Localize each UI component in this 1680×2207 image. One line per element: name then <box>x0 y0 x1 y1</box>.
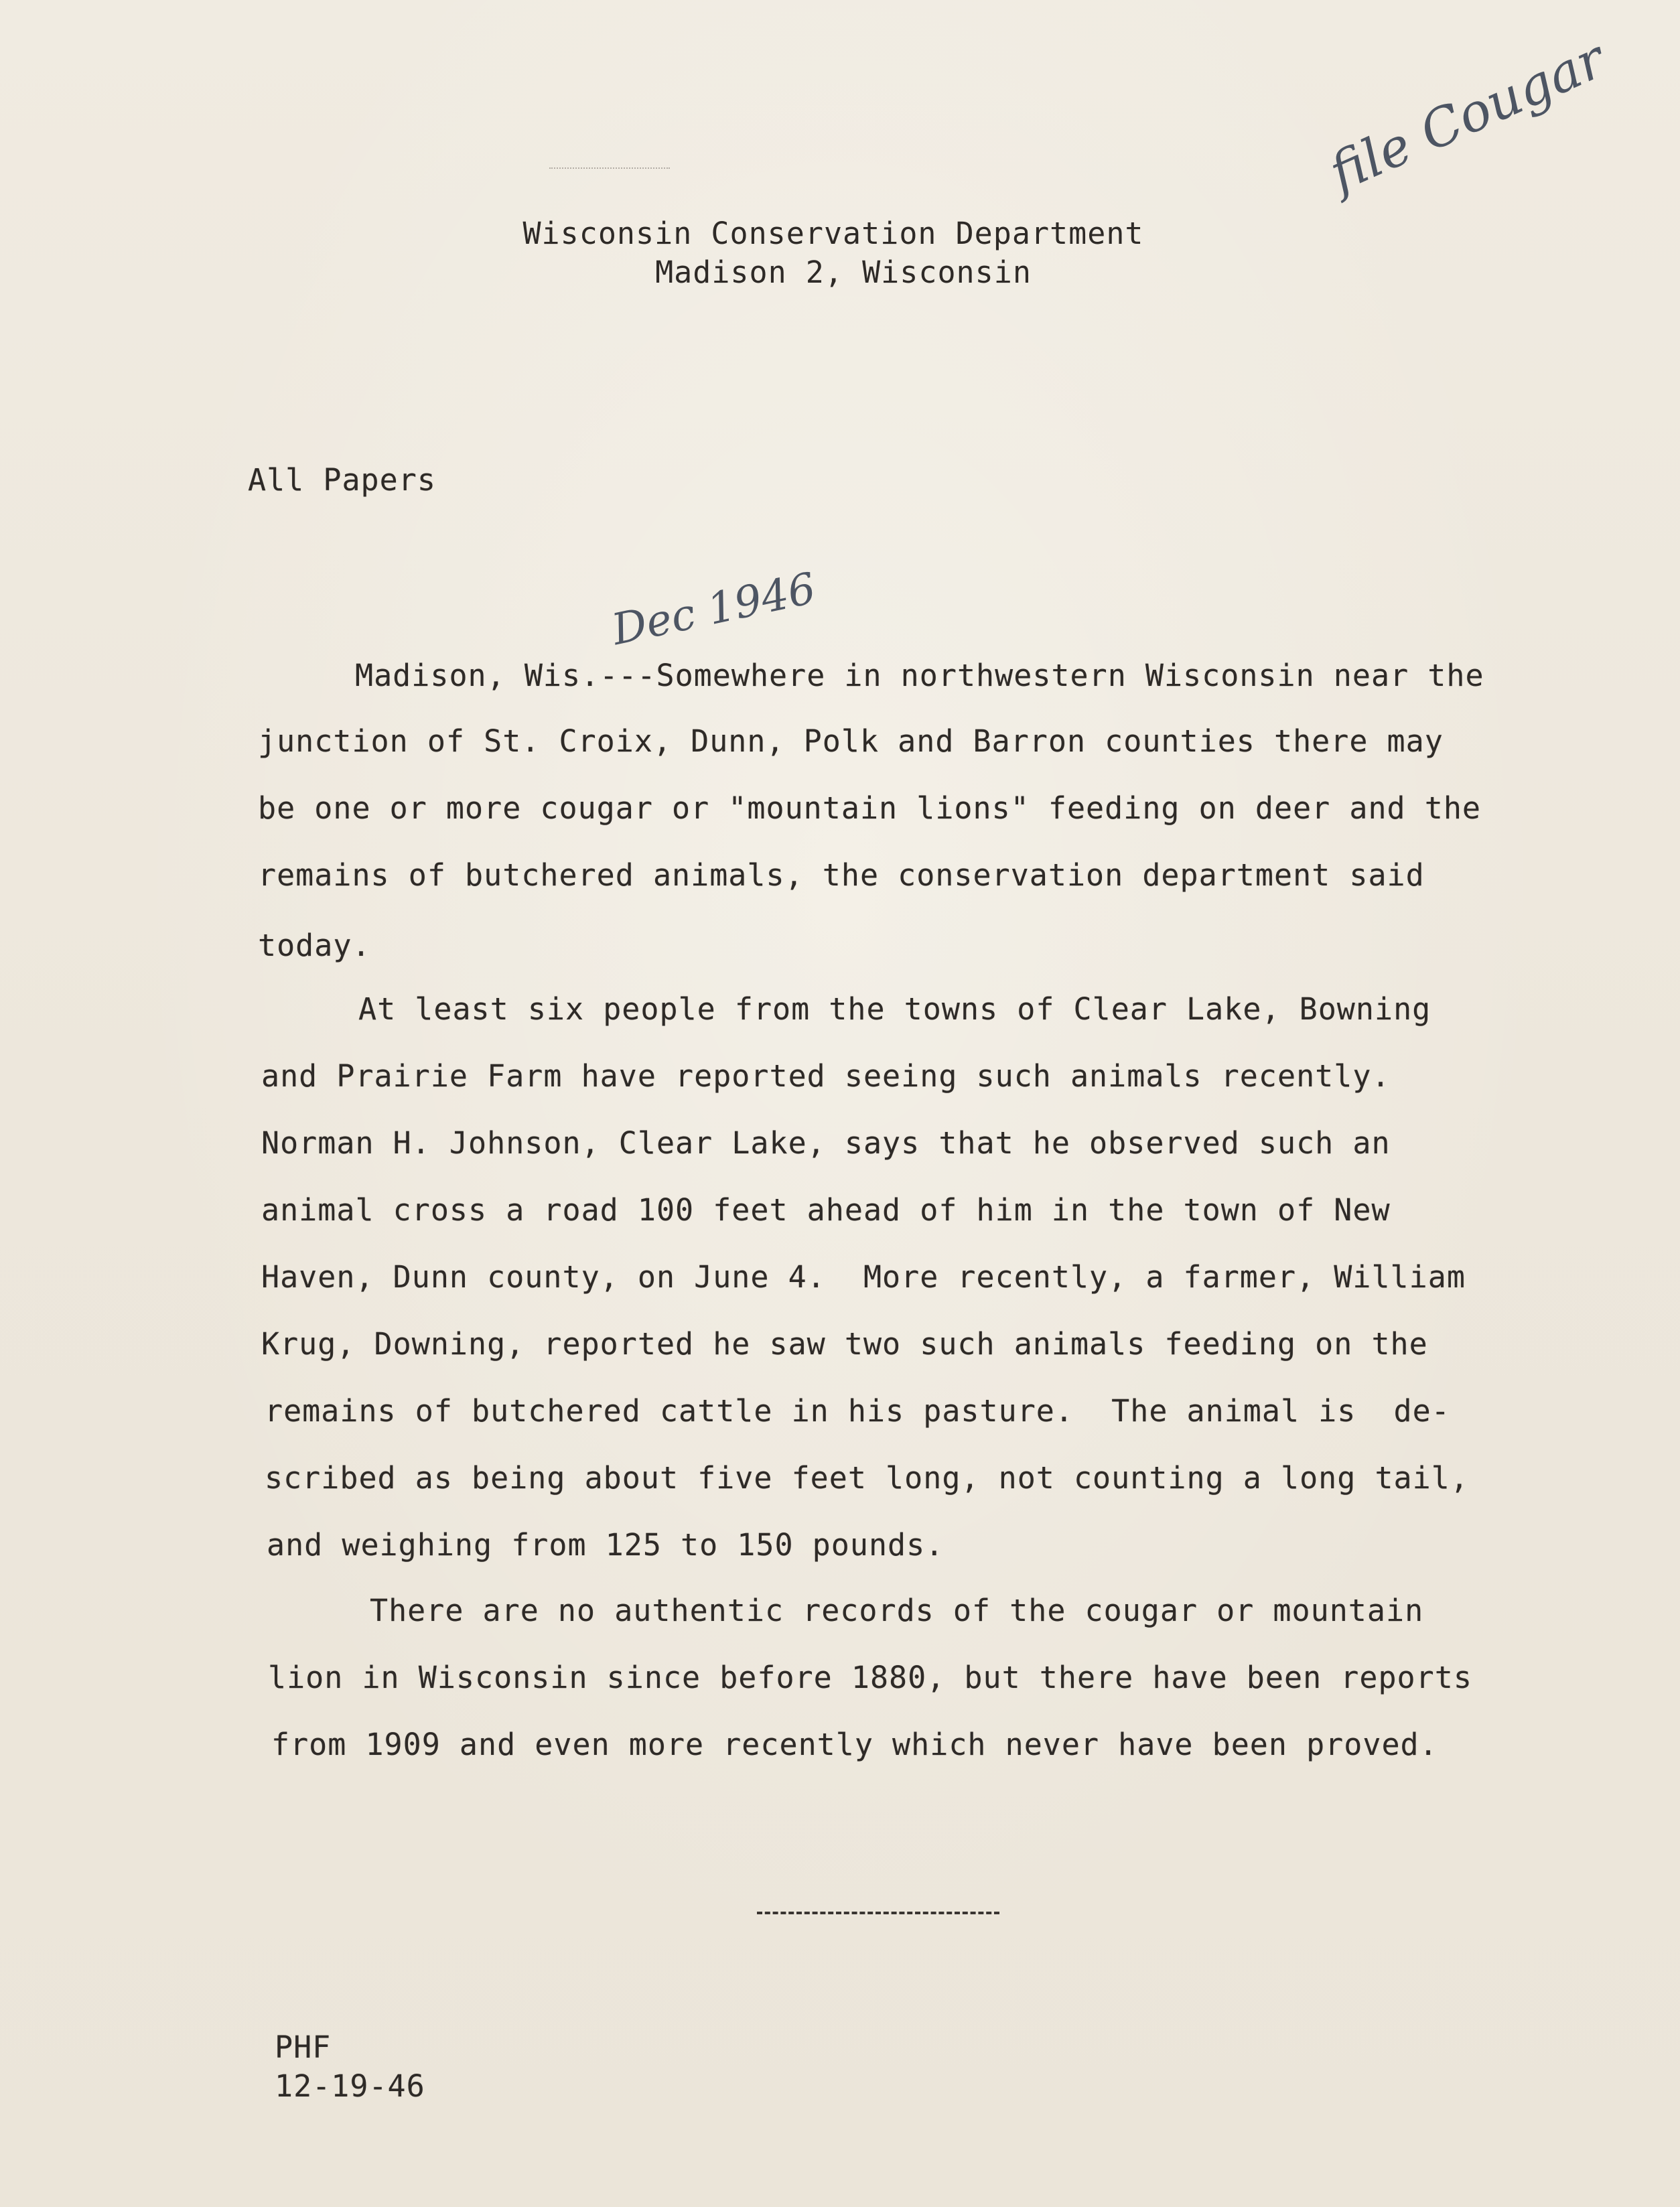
body-line: animal cross a road 100 feet ahead of him in the town of New <box>261 1192 1391 1228</box>
body-line: remains of butchered cattle in his pasture. The animal is de- <box>265 1393 1450 1429</box>
footer-initials: PHF <box>275 2030 332 2065</box>
header-department: Wisconsin Conservation Department <box>522 216 1144 251</box>
body-line: Krug, Downing, reported he saw two such animals feeding on the <box>261 1326 1428 1362</box>
body-line: Norman H. Johnson, Clear Lake, says that he observed such an <box>261 1125 1391 1161</box>
body-line: Haven, Dunn county, on June 4. More recently, a farmer, William <box>261 1259 1466 1295</box>
header-city: Madison 2, Wisconsin <box>655 255 1032 290</box>
section-divider <box>757 1912 999 1914</box>
body-line: be one or more cougar or "mountain lions" feeding on deer and the <box>258 790 1481 826</box>
body-line: junction of St. Croix, Dunn, Polk and Barron counties there may <box>258 723 1444 759</box>
body-line: remains of butchered animals, the conservation department said <box>258 857 1425 893</box>
footer-date: 12-19-46 <box>275 2068 425 2104</box>
body-line: scribed as being about five feet long, not counting a long tail, <box>265 1460 1469 1496</box>
faint-dotted-mark <box>549 167 670 169</box>
addressee: All Papers <box>248 462 436 498</box>
body-line: and weighing from 125 to 150 pounds. <box>267 1527 944 1563</box>
handwritten-date-note: Dec 1946 <box>608 563 821 656</box>
body-line: today. <box>258 928 371 963</box>
body-line: There are no authentic records of the cougar or mountain <box>370 1593 1424 1628</box>
body-line: lion in Wisconsin since before 1880, but there have been reports <box>268 1660 1472 1695</box>
body-line: Madison, Wis.---Somewhere in northwestern Wisconsin near the <box>355 658 1484 693</box>
body-line: At least six people from the towns of Clear Lake, Bowning <box>358 991 1431 1027</box>
body-line: from 1909 and even more recently which never have been proved. <box>271 1727 1438 1762</box>
handwritten-file-note: file Cougar <box>1320 29 1614 204</box>
body-line: and Prairie Farm have reported seeing such animals recently. <box>261 1058 1391 1094</box>
